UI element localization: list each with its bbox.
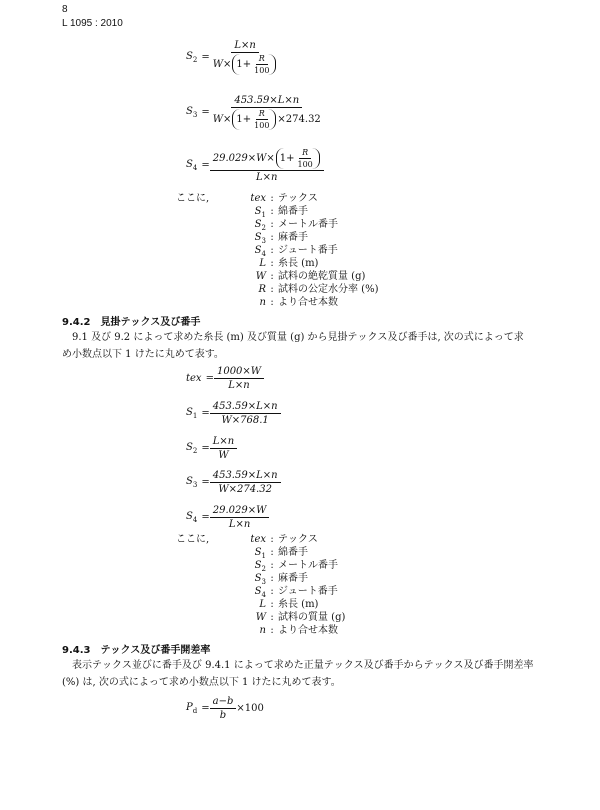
- formula-s4-corrected: $S_4$ = 29.029×W× 1+ $\frac{R}{100}$ L×n: [186, 148, 324, 183]
- variable-row: $S_4$ : ジュート番手: [254, 586, 338, 599]
- variable-list-b: [176, 533, 345, 637]
- variable-row: $S_3$ : 麻番手: [254, 573, 308, 586]
- variable-row: L : 糸長 (m): [259, 258, 319, 269]
- page-number: 8: [62, 4, 68, 15]
- variable-row: n : より合せ本数: [259, 297, 338, 308]
- section-heading-9-4-2: 9.4.2 見掛テックス及び番手: [62, 317, 201, 328]
- variable-row: L : 糸長 (m): [259, 599, 319, 610]
- variable-row: $S_1$ : 綿番手: [254, 206, 308, 219]
- variable-row: ここに, tex : テックス: [176, 193, 318, 204]
- variable-row: $S_2$ : メートル番手: [254, 560, 338, 573]
- variable-row: $S_2$ : メートル番手: [254, 219, 338, 232]
- formula-tex: tex = $\frac{1000\times W}{L\times n}$: [186, 366, 264, 391]
- variable-row: W : 試料の質量 (g): [255, 612, 346, 623]
- variable-row: $S_1$ : 綿番手: [254, 547, 308, 560]
- formula-s4: $S_4$ = $\frac{29.029\times W}{L\times n}$: [186, 505, 269, 530]
- variable-row: $S_3$ : 麻番手: [254, 232, 308, 245]
- variable-row: W : 試料の絶乾質量 (g): [255, 271, 366, 282]
- variable-row: $S_4$ : ジュート番手: [254, 245, 338, 258]
- formula-s3-corrected: $S_3$ = 453.59×L×n W× 1+ $\frac{R}{100}$ ×274.32: [186, 95, 321, 130]
- paragraph-9-4-3: 表示テックス並びに番手及び 9.4.1 によって求めた正量テックス及び番手からテックス及び番手開差率 (%) は, 次の式によって求め小数点以下 1 けたに丸めて表す。: [62, 660, 534, 688]
- formula-s1: $S_1$ = $\frac{453.59\times L\times n}{W\times 768.1}$: [186, 401, 281, 426]
- variable-row: ここに, tex : テックス: [176, 534, 318, 545]
- variable-list-a: [176, 192, 378, 309]
- formula-pd: $P_d$ = $\frac{a-b}{b}$ ×100: [186, 696, 264, 721]
- formula-s2: $S_2$ = $\frac{L\times n}{W}$: [186, 436, 237, 461]
- section-heading-9-4-3: 9.4.3 テックス及び番手開差率: [62, 645, 211, 656]
- formula-s2-corrected: $S_2$ = L×n W× 1+ $\frac{R}{100}$: [186, 40, 280, 75]
- variable-row: R : 試料の公定水分率 (%): [258, 284, 379, 295]
- formula-s3: $S_3$ = $\frac{453.59\times L\times n}{W\times 274.32}$: [186, 470, 281, 495]
- document-id: L 1095 : 2010: [62, 18, 123, 29]
- variable-row: n : より合せ本数: [259, 625, 338, 636]
- paragraph-9-4-2: 9.1 及び 9.2 によって求めた糸長 (m) 及び質量 (g) から見掛テックス及び番手は, 次の式によって求 め小数点以下 1 けたに丸めて表す。: [62, 332, 524, 360]
